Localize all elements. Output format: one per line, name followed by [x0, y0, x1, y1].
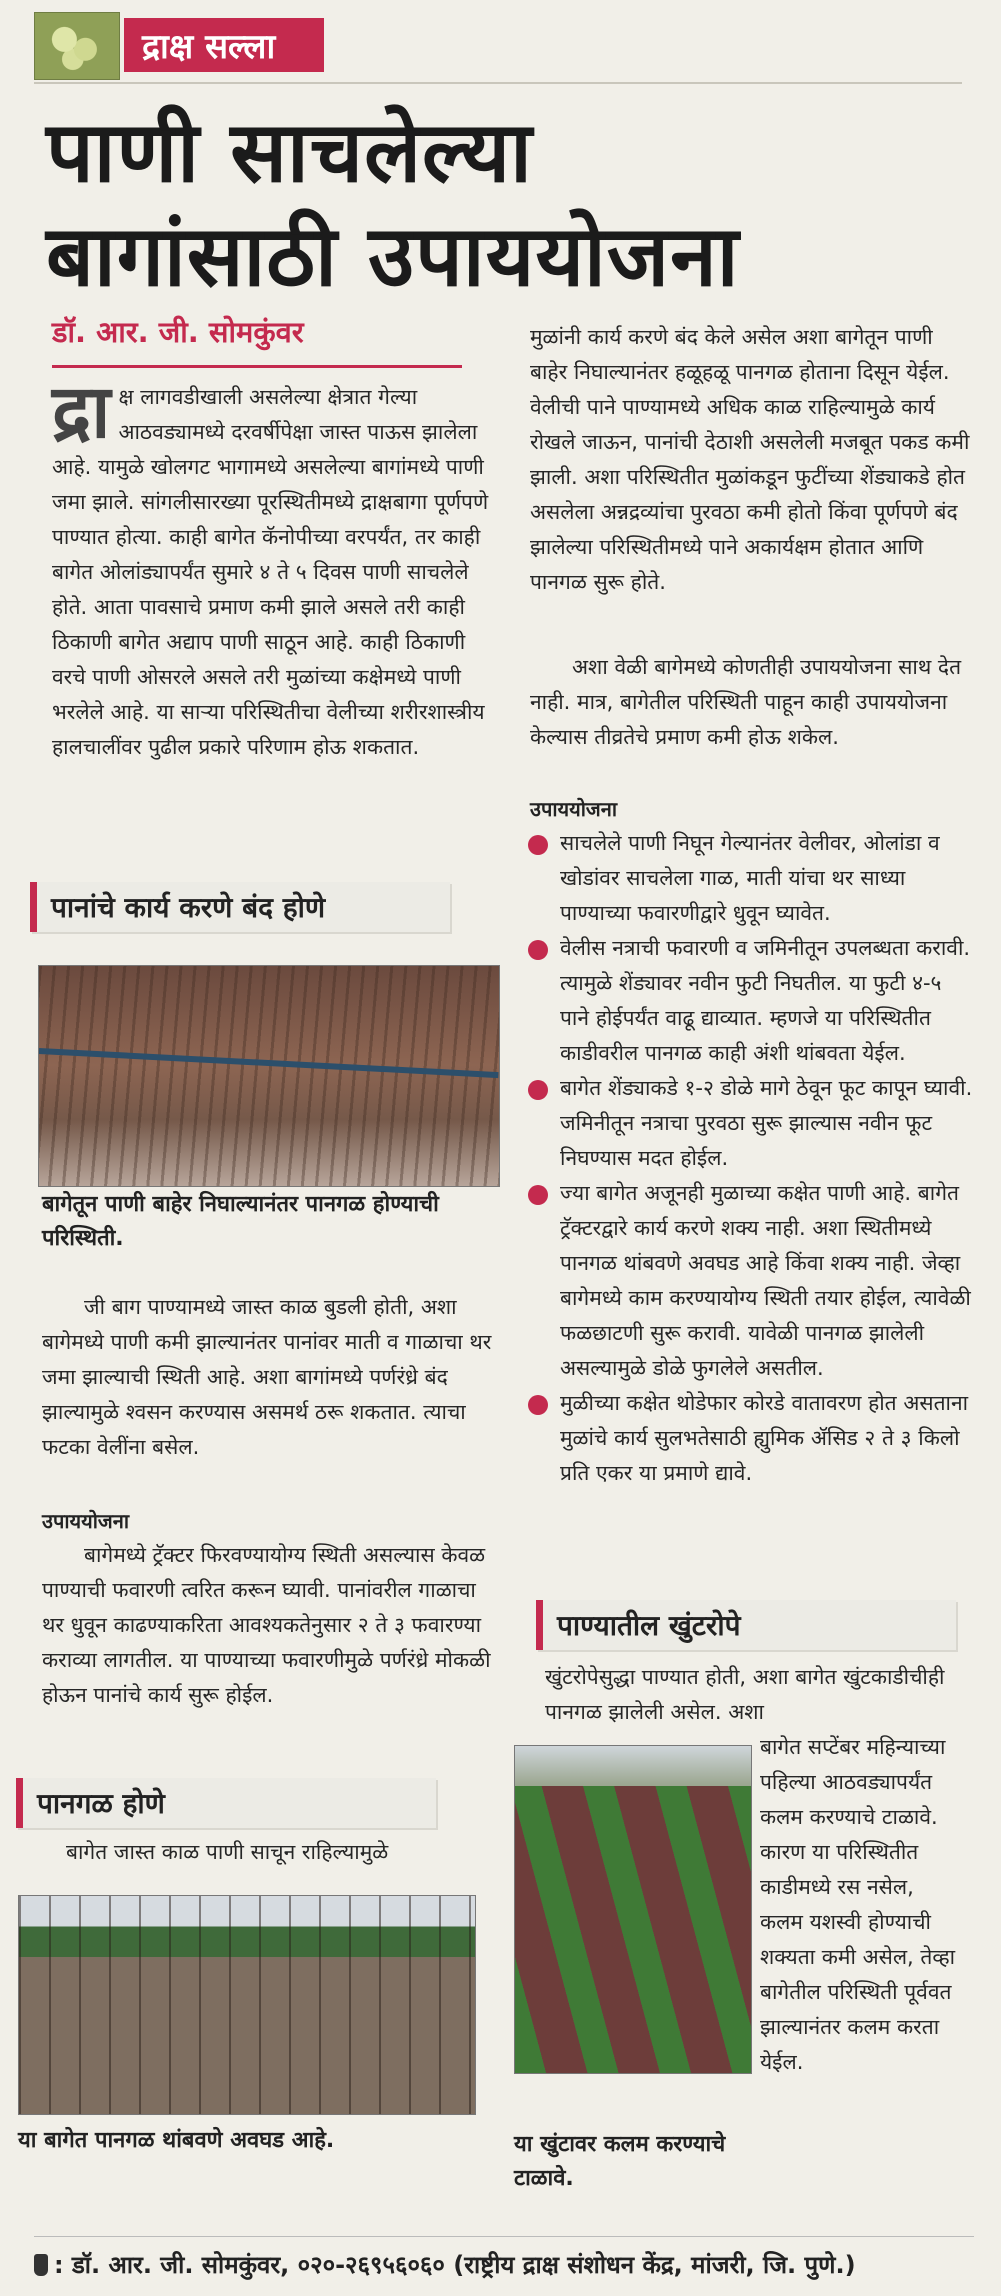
byline-divider [52, 365, 462, 368]
section3-heading: पाण्यातील खुंटरोपे [536, 1600, 956, 1650]
top-divider [34, 82, 962, 84]
section1-heading: पानांचे कार्य करणे बंद होणे [30, 882, 450, 932]
intro-paragraph [52, 369, 492, 765]
col2-remedy-label: उपाययोजना [530, 797, 617, 821]
headline-line-1: पाणी साचलेल्या [46, 103, 533, 201]
phone-icon [34, 2254, 48, 2276]
intro-text: क्ष लागवडीखाली असलेल्या क्षेत्रात गेल्या आठवड्यामध्ये दरवर्षीपेक्षा जास्त पाऊस झालेला आहे. यामुळे खोलगट भागामध्ये असलेल्या बागांमध्ये पाणी जमा झाले. सांगलीसारख्या पूरस्थितीमध्ये द्राक्षबागा पूर्णपणे पाण्यात होत्या. काही बागेत कॅनोपीच्या वरपर्यंत, तर काही बागेत ओलांड्यापर्यंत सुमारे ४ ते ५ दिवस पाणी साचलेले होते. आता पावसाचे प्रमाण कमी झाले असले तरी काही ठिकाणी बागेत अद्याप पाणी साठून आहे. काही ठिकाणी वरचे पाणी ओसरले असले तरी मुळांच्या कक्षेमध्ये पाणी भरलेले आहे. या साऱ्या परिस्थितीचा वेलीच्या शरीरशास्त्रीय हालचालींवर पुढील प्रकारे परिणाम होऊ शकतात. [52, 385, 489, 759]
headline [46, 100, 946, 308]
section1-remedy-label: उपाययोजना [42, 1509, 129, 1533]
flooded-vineyard-photo [38, 965, 500, 1187]
bullet-dot-icon [528, 1080, 548, 1100]
remedy-item: वेलीस नत्राची फवारणी व जमिनीतून उपलब्धता करावी. त्यामुळे शेंड्यावर नवीन फुटी निघतील. या फुटी ४-५ पाने होईपर्यंत वाढू द्याव्यात. म्हणजे या परिस्थितीत काडीवरील पानगळ काही अंशी थांबवता येईल. [526, 931, 976, 1071]
remedy-item: मुळीच्या कक्षेत थोडेफार कोरडे वातावरण होत असताना मुळांचे कार्य सुलभतेसाठी ह्युमिक ॲसिड २ ते ३ किलो प्रति एकर या प्रमाणे द्यावे. [526, 1386, 976, 1491]
section1-paragraph: जी बाग पाण्यामध्ये जास्त काळ बुडली होती, अशा बागेमध्ये पाणी कमी झाल्यानंतर पानांवर माती व गाळाचा थर जमा झाल्याची स्थिती आहे. अशा बागांमध्ये पर्णरंध्रे बंद झाल्यामुळे श्‍वसन करण्यास असमर्थ ठरू शकतात. त्याचा फटका वेलींना बसेल. [42, 1295, 492, 1459]
dropcap: द्रा [52, 369, 111, 455]
bullet-dot-icon [528, 835, 548, 855]
bullet-dot-icon [528, 1395, 548, 1415]
remedy-item: बागेत शेंड्याकडे १-२ डोळे मागे ठेवून फूट कापून घ्यावी. जमिनीतून नत्राचा पुरवठा सुरू झाल्यास नवीन फूट निघण्यास मदत होईल. [526, 1071, 976, 1176]
remedy-item: साचलेले पाणी निघून गेल्यानंतर वेलीवर, ओलांडा व खोडांवर साचलेला गाळ, माती यांचा थर साध्या पाण्याच्या फवारणीद्वारे धुवून घ्यावेत. [526, 826, 976, 931]
section-kicker: द्राक्ष सल्ला [124, 18, 324, 72]
grape-bunch-image [34, 12, 120, 80]
bullet-dot-icon [528, 940, 548, 960]
footer-divider [34, 2236, 974, 2237]
footer-text: : डॉ. आर. जी. सोमकुंवर, ०२०-२६९५६०६० (राष्ट्रीय द्राक्ष संशोधन केंद्र, मांजरी, जि. पुणे.) [54, 2251, 856, 2279]
bullet-dot-icon [528, 1185, 548, 1205]
remedy-item: ज्या बागेत अजूनही मुळाच्या कक्षेत पाणी आहे. बागेत ट्रॅक्टरद्वारे कार्य करणे शक्य नाही. अशा स्थितीमध्ये पानगळ थांबवणे अवघड आहे किंवा शक्य नाही. जेव्हा बागेमध्ये काम करण्यायोग्य स्थिती तयार होईल, त्यावेळी फळछाटणी सुरू करावी. यावेळी पानगळ झालेली असल्यामुळे डोळे फुगलेले असतील. [526, 1176, 976, 1386]
photo-sky [515, 1746, 751, 1786]
remedy-list [526, 826, 976, 1491]
section3-side-text: बागेत सप्टेंबर महिन्याच्या पहिल्या आठवड्यापर्यंत कलम करण्याचे टाळावे. कारण या परिस्थितीत काडीमध्ये रस नसेल, कलम यशस्वी होण्याची शक्यता कमी असेल, तेव्हा बागेतील परिस्थिती पूर्ववत झाल्यानंतर कलम करता येईल. [760, 1735, 956, 2074]
col2-paragraph-1: मुळांनी कार्य करणे बंद केले असेल अशा बागेतून पाणी बाहेर निघाल्यानंतर हळूहळू पानगळ होताना दिसून येईल. वेलीची पाने पाण्यामध्ये अधिक काळ राहिल्यामुळे कार्य रोखले जाऊन, पानांची देठाशी असलेली मजबूत पकड कमी झाली. अशा परिस्थितीत मुळांकडून फुटींच्या शेंड्याकडे होत असलेला अन्नद्रव्यांचा पुरवठा कमी होतो किंवा पूर्णपणे बंद झालेल्या परिस्थितीमध्ये पाने अकार्यक्षम होतात आणि पानगळ सुरू होते. [530, 325, 970, 594]
section1-caption: बागेतून पाणी बाहेर निघाल्यानंतर पानगळ होण्याची परिस्थिती. [42, 1192, 439, 1251]
section2-lead: बागेत जास्त काळ पाणी साचून राहिल्यामुळे [66, 1840, 389, 1864]
waterlogged-field-photo [18, 1895, 476, 2115]
byline: डॉ. आर. जी. सोमकुंवर [52, 315, 304, 349]
headline-line-2: बागांसाठी उपाययोजना [46, 207, 740, 305]
col2-paragraph-2: अशा वेळी बागेमध्ये कोणतीही उपाययोजना साथ देत नाही. मात्र, बागेतील परिस्थिती पाहून काही उपाययोजना केल्यास तीव्रतेचे प्रमाण कमी होऊ शकेल. [530, 655, 962, 749]
drip-pipe [39, 1048, 499, 1078]
section2-caption: या बागेत पानगळ थांबवणे अवघड आहे. [18, 2128, 335, 2153]
section3-lead: खुंटरोपेसुद्धा पाण्यात होती, अशा बागेत खुंटकाडीचीही पानगळ झालेली असेल. अशा [545, 1665, 945, 1724]
footer [34, 2248, 974, 2281]
rootstock-nursery-photo [514, 1745, 752, 2074]
section1-remedy-paragraph: बागेमध्ये ट्रॅक्टर फिरवण्यायोग्य स्थिती असल्यास केवळ पाण्याची फवारणी त्वरित करून घ्यावी. पानांवरील गाळाचा थर धुवून काढण्याकरिता आवश्यकतेनुसार २ ते ३ फवारण्या कराव्या लागतील. या पाण्याच्या फवारणीमुळे पर्णरंध्रे मोकळी होऊन पानांचे कार्य सुरू होईल. [42, 1543, 491, 1707]
section3-caption: या खुंटावर कलम करण्याचे टाळावे. [514, 2132, 726, 2191]
section2-heading: पानगळ होणे [16, 1778, 436, 1828]
